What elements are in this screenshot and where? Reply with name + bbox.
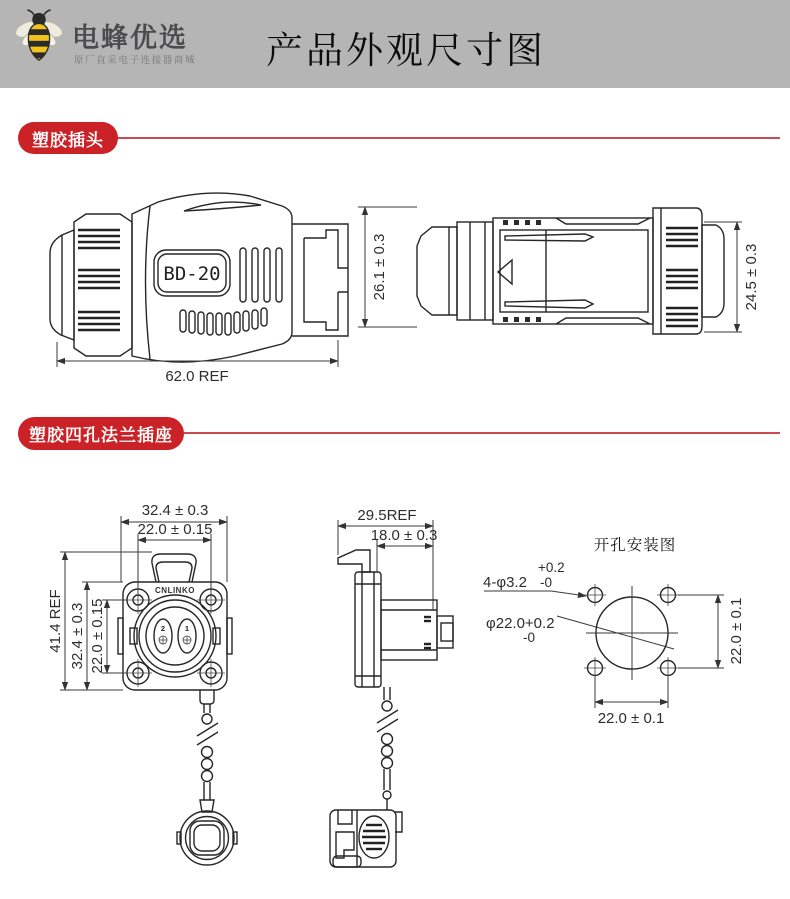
plug-drawings-canvas (0, 150, 790, 395)
plug-top-view (417, 208, 724, 334)
flange-width-text: 32.4 ± 0.3 (141, 502, 209, 519)
plug-width-text: 24.5 ± 0.3 (743, 243, 760, 311)
install-pitch-v-dimension (678, 595, 745, 668)
install-pitch-v-text: 22.0 ± 0.1 (728, 597, 745, 665)
screw-hole-label: 4-φ3.2 (483, 574, 527, 591)
install-pitch-h-text: 22.0 ± 0.1 (597, 710, 665, 727)
plug-side-view (50, 193, 348, 362)
header (0, 0, 790, 88)
install-pitch-h-dimension (595, 677, 668, 727)
page-title: 产品外观尺寸图 (266, 30, 546, 71)
plug-height-dimension (358, 207, 417, 327)
knurl-teeth (180, 308, 267, 335)
screw-tol-plus: +0.2 (538, 560, 565, 575)
logo-title: 电蜂优选 (72, 23, 188, 53)
pin-1-label: 1 (184, 624, 190, 633)
logo (14, 6, 254, 82)
brand-label: CNLINKO (155, 586, 195, 595)
socket-depth-body-text: 18.0 ± 0.3 (370, 527, 438, 544)
screw-tol-minus: -0 (540, 575, 553, 590)
install-diagram (483, 536, 745, 727)
flange-height-text: 32.4 ± 0.3 (69, 602, 86, 670)
section-rule-socket (100, 432, 780, 434)
flange-total-h-text: 41.4 REF (47, 589, 64, 653)
pin-2-label: 2 (160, 624, 166, 633)
logo-subtitle: 原厂直采电子连接器商城 (74, 55, 197, 66)
center-hole-label: φ22.0+0.2 (486, 615, 555, 632)
install-title: 开孔安装图 (593, 537, 677, 554)
flange-pitch-h-dimension (89, 599, 127, 674)
socket-drawings-canvas (0, 460, 790, 899)
socket-depth-total-dimension (338, 507, 433, 610)
dust-cap-chain-side (330, 687, 402, 867)
flange-pitch-h-text: 22.0 ± 0.15 (89, 598, 106, 674)
plug-length-dimension (57, 340, 338, 385)
socket-side-view (338, 550, 453, 687)
plug-model-label: BD-20 (163, 263, 221, 285)
flange-pitch-w-text: 22.0 ± 0.15 (137, 521, 213, 538)
plug-height-text: 26.1 ± 0.3 (371, 233, 388, 301)
plug-length-text: 62.0 REF (165, 368, 229, 385)
section-pill-plug-label: 塑胶插头 (32, 130, 104, 150)
section-pill-socket (18, 417, 184, 450)
section-pill-socket-label: 塑胶四孔法兰插座 (29, 426, 173, 445)
plug-width-dimension (704, 222, 760, 332)
center-tol-minus: -0 (523, 630, 536, 645)
dust-cap-chain-front (177, 704, 237, 865)
flange-pitch-w-dimension (138, 521, 213, 594)
socket-depth-total-text: 29.5REF (357, 507, 417, 524)
socket-depth-body-dimension (371, 527, 438, 572)
section-rule-plug (60, 137, 780, 139)
flange-front-view (118, 554, 232, 704)
bee-icon (16, 8, 62, 64)
